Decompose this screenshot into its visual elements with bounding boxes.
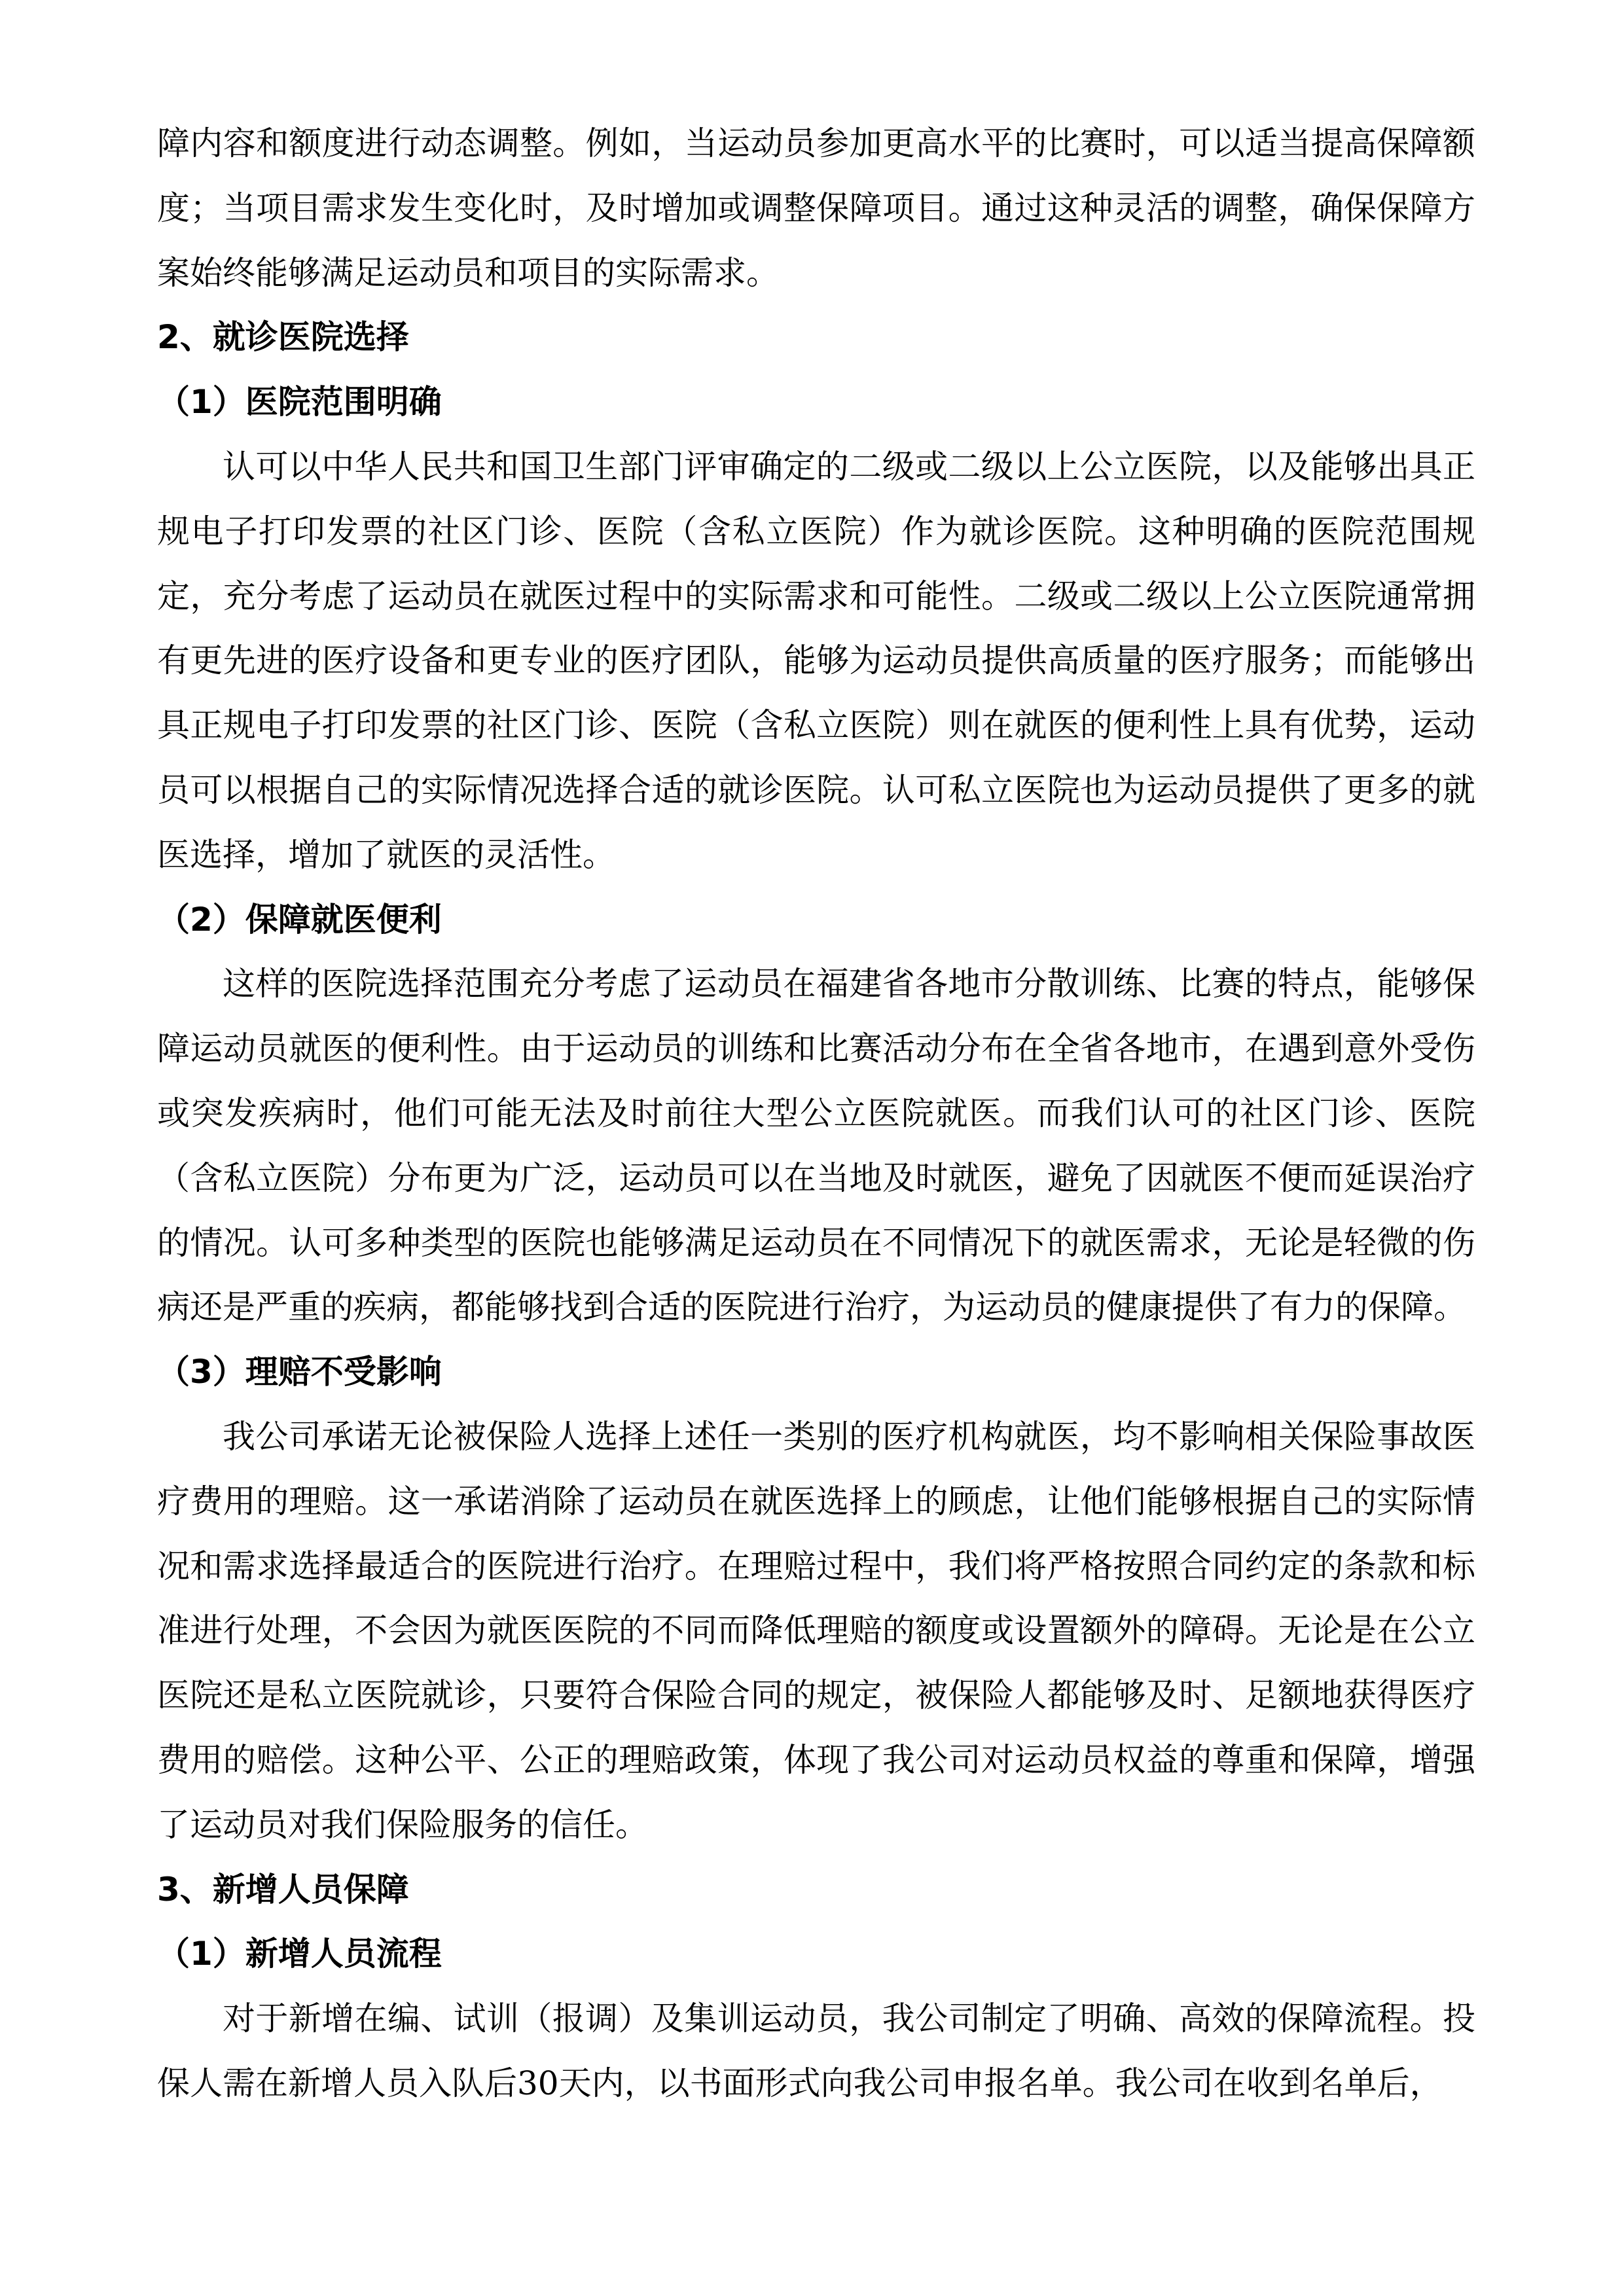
paragraph-claims-unaffected: 我公司承诺无论被保险人选择上述任一类别的医疗机构就医，均不影响相关保险事故医疗费用的理赔。这一承诺消除了运动员在就医选择上的顾虑，让他们能够根据自己的实际情况和需求选择最适合的医院进行治疗。在理赔过程中，我们将严格按照合同约定的条款和标准进行处理，不会因为就医医院的不同而降低理赔的额度或设置额外的障碍。无论是在公立医院还是私立医院就诊，只要符合保险合同的规定，被保险人都能够及时、足额地获得医疗费用的赔偿。这种公平、公正的理赔政策，体现了我公司对运动员权益的尊重和保障，增强了运动员对我们保险服务的信任。 <box>157 1417 1475 1844</box>
subheading-medical-convenience: （2）保障就医便利 <box>157 900 442 939</box>
subheading-new-personnel-process: （1）新增人员流程 <box>157 1935 442 1973</box>
paragraph-continuation: 障内容和额度进行动态调整。例如，当运动员参加更高水平的比赛时，可以适当提高保障额度；当项目需求发生变化时，及时增加或调整保障项目。通过这种灵活的调整，确保保障方案始终能够满足运动员和项目的实际需求。 <box>157 124 1475 292</box>
paragraph-medical-convenience: 这样的医院选择范围充分考虑了运动员在福建省各地市分散训练、比赛的特点，能够保障运动员就医的便利性。由于运动员的训练和比赛活动分布在全省各地市，在遇到意外受伤或突发疾病时，他们可能无法及时前往大型公立医院就医。而我们认可的社区门诊、医院（含私立医院）分布更为广泛，运动员可以在当地及时就医，避免了因就医不便而延误治疗的情况。认可多种类型的医院也能够满足运动员在不同情况下的就医需求，无论是轻微的伤病还是严重的疾病，都能够找到合适的医院进行治疗，为运动员的健康提供了有力的保障。 <box>157 965 1475 1327</box>
document-page <box>157 111 1475 2116</box>
subheading-hospital-scope: （1）医院范围明确 <box>157 383 442 422</box>
section-heading-hospital-selection: 2、就诊医院选择 <box>157 318 409 357</box>
section-heading-new-personnel: 3、新增人员保障 <box>157 1870 409 1909</box>
subheading-claims-unaffected: （3）理赔不受影响 <box>157 1353 442 1391</box>
paragraph-hospital-scope: 认可以中华人民共和国卫生部门评审确定的二级或二级以上公立医院，以及能够出具正规电子打印发票的社区门诊、医院（含私立医院）作为就诊医院。这种明确的医院范围规定，充分考虑了运动员在就医过程中的实际需求和可能性。二级或二级以上公立医院通常拥有更先进的医疗设备和更专业的医疗团队，能够为运动员提供高质量的医疗服务；而能够出具正规电子打印发票的社区门诊、医院（含私立医院）则在就医的便利性上具有优势，运动员可以根据自己的实际情况选择合适的就诊医院。认可私立医院也为运动员提供了更多的就医选择，增加了就医的灵活性。 <box>157 447 1475 874</box>
paragraph-new-personnel-process: 对于新增在编、试训（报调）及集训运动员，我公司制定了明确、高效的保障流程。投保人需在新增人员入队后30天内，以书面形式向我公司申报名单。我公司在收到名单后， <box>157 2000 1475 2102</box>
